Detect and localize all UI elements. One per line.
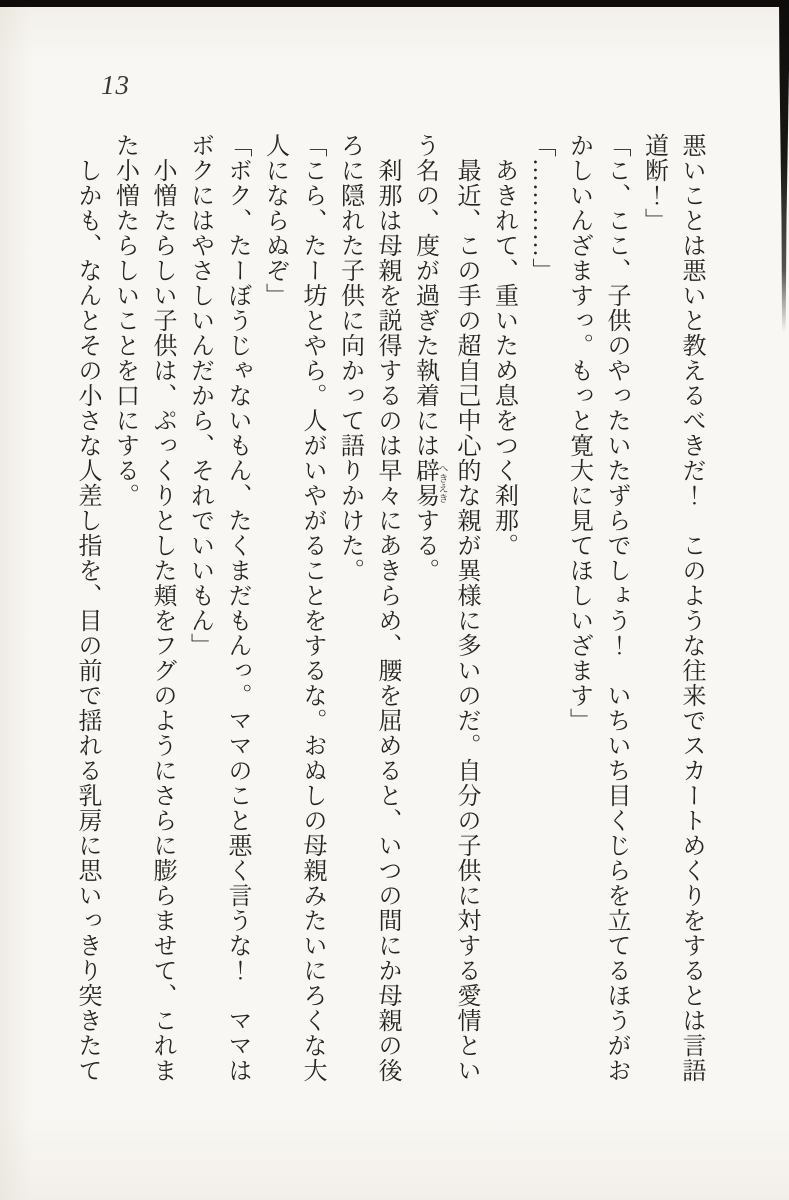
scan-top-edge-shadow <box>0 0 789 7</box>
text-column: ボクにはやさしいんだから、それでいいもん」 <box>186 133 213 658</box>
furigana-text: へきえき <box>436 458 447 508</box>
text-column: 「ボク、たーぼうじゃないもん、たくまだもんっ。ママのこと悪く言うな！ ママは <box>224 133 250 1083</box>
ruby-pre-text: う名の、度が過ぎた執着には <box>411 133 438 458</box>
text-column: 「こ、ここ、子供のやったいたずらでしょう！ いちいち目くじらを立てるほうがお <box>603 133 629 1083</box>
ruby-post-text: する。 <box>411 508 438 583</box>
text-column: 人にならぬぞ」 <box>261 133 288 308</box>
text-column: 「こら、たー坊とやら。人がいやがることをするな。おぬしの母親みたいにろくな大 <box>299 133 325 1083</box>
text-column-with-ruby <box>405 133 447 1091</box>
text-column: 最近、この手の超自己中心的な親が異様に多いのだ。自分の子供に対する愛情とい <box>453 158 479 1083</box>
text-column: 刹那は母親を説得するのは早々にあきらめ、腰を屈めると、いつの間にか母親の後 <box>374 158 400 1083</box>
ruby-annotated-word <box>411 458 447 508</box>
vertical-text-block <box>68 133 710 1091</box>
text-column: ろに隠れた子供に向かって語りかけた。 <box>336 133 363 583</box>
ruby-base-text: 辟易 <box>411 458 438 508</box>
text-column: 悪いことは悪いと教えるべきだ！ このような往来でスカートめくりをするとは言語 <box>678 133 704 1083</box>
text-column: 小憎たらしい子供は、ぷっくりとした頬をフグのようにさらに膨らませて、これま <box>149 158 175 1083</box>
text-column: た小憎たらしいことを口にする。 <box>111 133 138 508</box>
text-column: かしいんざますっ。もっと寛大に見てほしいざます」 <box>565 133 592 733</box>
page-number: 13 <box>101 70 130 100</box>
text-column: あきれて、重いため息をつく刹那。 <box>490 158 517 558</box>
text-column: 「…………」 <box>528 133 554 283</box>
text-column: 道断！」 <box>640 133 667 233</box>
text-column: しかも、なんとその小さな人差し指を、目の前で揺れる乳房に思いっきり突きたて <box>74 158 100 1083</box>
